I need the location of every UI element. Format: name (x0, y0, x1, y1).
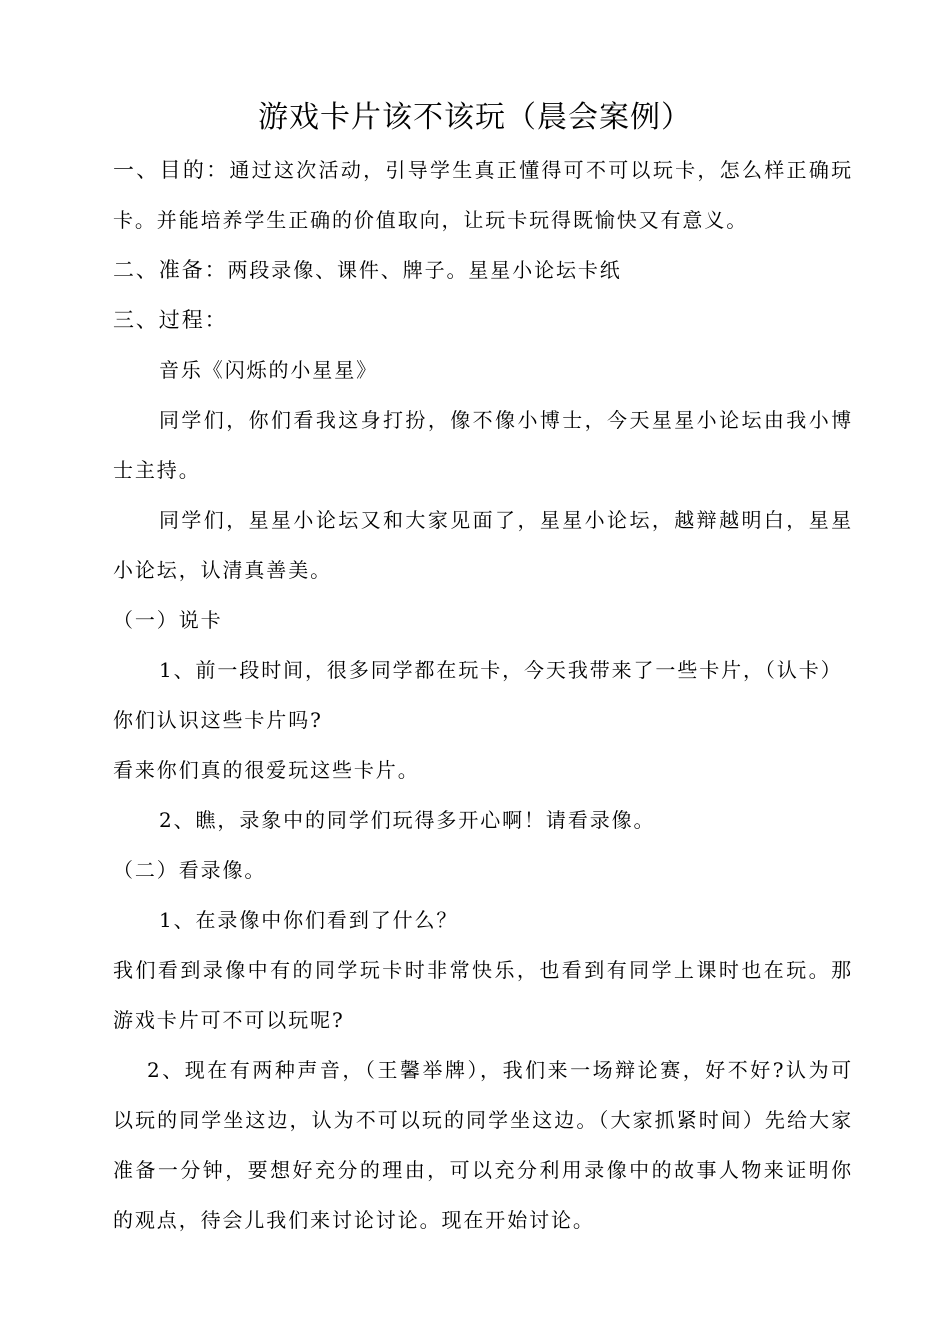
goal-text: 通过这次活动，引导学生真正懂得可不可以玩卡，怎么样正确玩卡。并能培养学生正确的价值取向，让玩卡玩得既愉快又有意义。 (113, 158, 853, 232)
part2-heading: （二）看录像。 (113, 858, 267, 882)
part2-paragraph-3: 2、现在有两种声音，（王馨举牌），我们来一场辩论赛，好不好?认为可以玩的同学坐这边，认为不可以玩的同学坐这边。（大家抓紧时间）先给大家准备一分钟，要想好充分的理由，可以充分利用录像中的故事人物来证明你的观点，待会儿我们来讨论讨论。现在开始讨论。 (113, 1058, 853, 1232)
music-paragraph: 音乐《闪烁的小星星》 (159, 358, 378, 382)
intro-paragraph-2: 同学们，星星小论坛又和大家见面了，星星小论坛，越辩越明白，星星小论坛，认清真善美。 (113, 508, 853, 582)
part2-paragraph-1: 1、在录像中你们看到了什么？ (159, 908, 459, 932)
intro-paragraph-1: 同学们，你们看我这身打扮，像不像小博士，今天星星小论坛由我小博士主持。 (113, 408, 853, 482)
document-title: 游戏卡片该不该玩（晨会案例） (258, 100, 692, 135)
goal-label: 一、目的： (113, 158, 230, 182)
part1-heading: （一）说卡 (113, 608, 223, 632)
document-body (113, 145, 853, 1245)
part1-paragraph-1: 1、前一段时间，很多同学都在玩卡，今天我带来了一些卡片，（认卡）你们认识这些卡片吗? (113, 658, 843, 732)
process-paragraph (113, 295, 853, 345)
part1-paragraph-3: 2、瞧，录象中的同学们玩得多开心啊！请看录像。 (159, 808, 656, 832)
process-label: 三、过程： (113, 308, 228, 332)
prep-label: 二、准备： (113, 258, 228, 282)
prep-paragraph (113, 245, 853, 295)
prep-text: 两段录像、课件、牌子。星星小论坛卡纸 (227, 258, 622, 282)
goal-paragraph (113, 145, 853, 245)
part1-paragraph-2: 看来你们真的很爱玩这些卡片。 (113, 758, 420, 782)
part2-paragraph-2: 我们看到录像中有的同学玩卡时非常快乐，也看到有同学上课时也在玩。那游戏卡片可不可以玩呢? (113, 958, 853, 1032)
